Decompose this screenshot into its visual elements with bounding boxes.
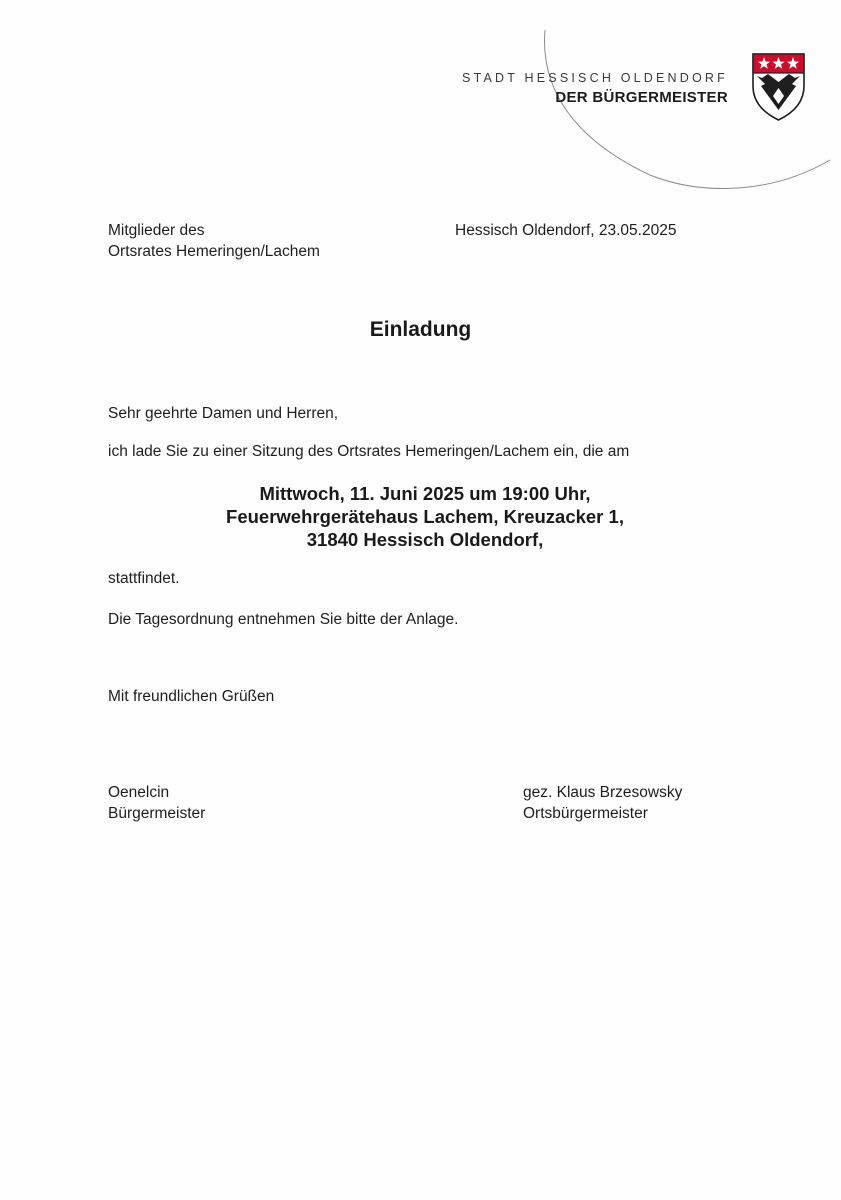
signature-block-mayor (108, 782, 205, 824)
letterhead-swoosh-decoration (0, 0, 841, 220)
meeting-date-time: Mittwoch, 11. Juni 2025 um 19:00 Uhr, (259, 483, 591, 504)
recipient-line-2: Ortsrates Hemeringen/Lachem (108, 243, 320, 260)
letter-title: Einladung (369, 318, 472, 341)
recipient-address (108, 220, 320, 262)
meeting-details (0, 482, 841, 551)
meeting-venue: Feuerwehrgerätehaus Lachem, Kreuzacker 1, (226, 506, 624, 527)
place-and-date: Hessisch Oldendorf, 23.05.2025 (455, 222, 677, 239)
takes-place-text: stattfindet. (108, 570, 180, 587)
meeting-postal-city: 31840 Hessisch Oldendorf, (306, 529, 544, 550)
signature-local-mayor-name: gez. Klaus Brzesowsky (523, 784, 683, 801)
agenda-note: Die Tagesordnung entnehmen Sie bitte der Anlage. (108, 611, 459, 628)
recipient-line-1: Mitglieder des (108, 222, 205, 239)
signature-local-mayor-role: Ortsbürgermeister (523, 805, 648, 822)
signature-mayor-name: Oenelcin (108, 784, 170, 801)
salutation: Sehr geehrte Damen und Herren, (108, 405, 339, 422)
closing-greeting: Mit freundlichen Grüßen (108, 688, 275, 705)
coat-of-arms-icon (751, 52, 806, 122)
signature-mayor-role: Bürgermeister (108, 805, 206, 822)
intro-sentence: ich lade Sie zu einer Sitzung des Ortsrates Hemeringen/Lachem ein, die am (108, 443, 630, 460)
signature-block-local-mayor (523, 782, 682, 824)
letterhead-office-name: DER BÜRGERMEISTER (555, 89, 728, 106)
letterhead-city-name: STADT HESSISCH OLDENDORF (462, 71, 728, 85)
